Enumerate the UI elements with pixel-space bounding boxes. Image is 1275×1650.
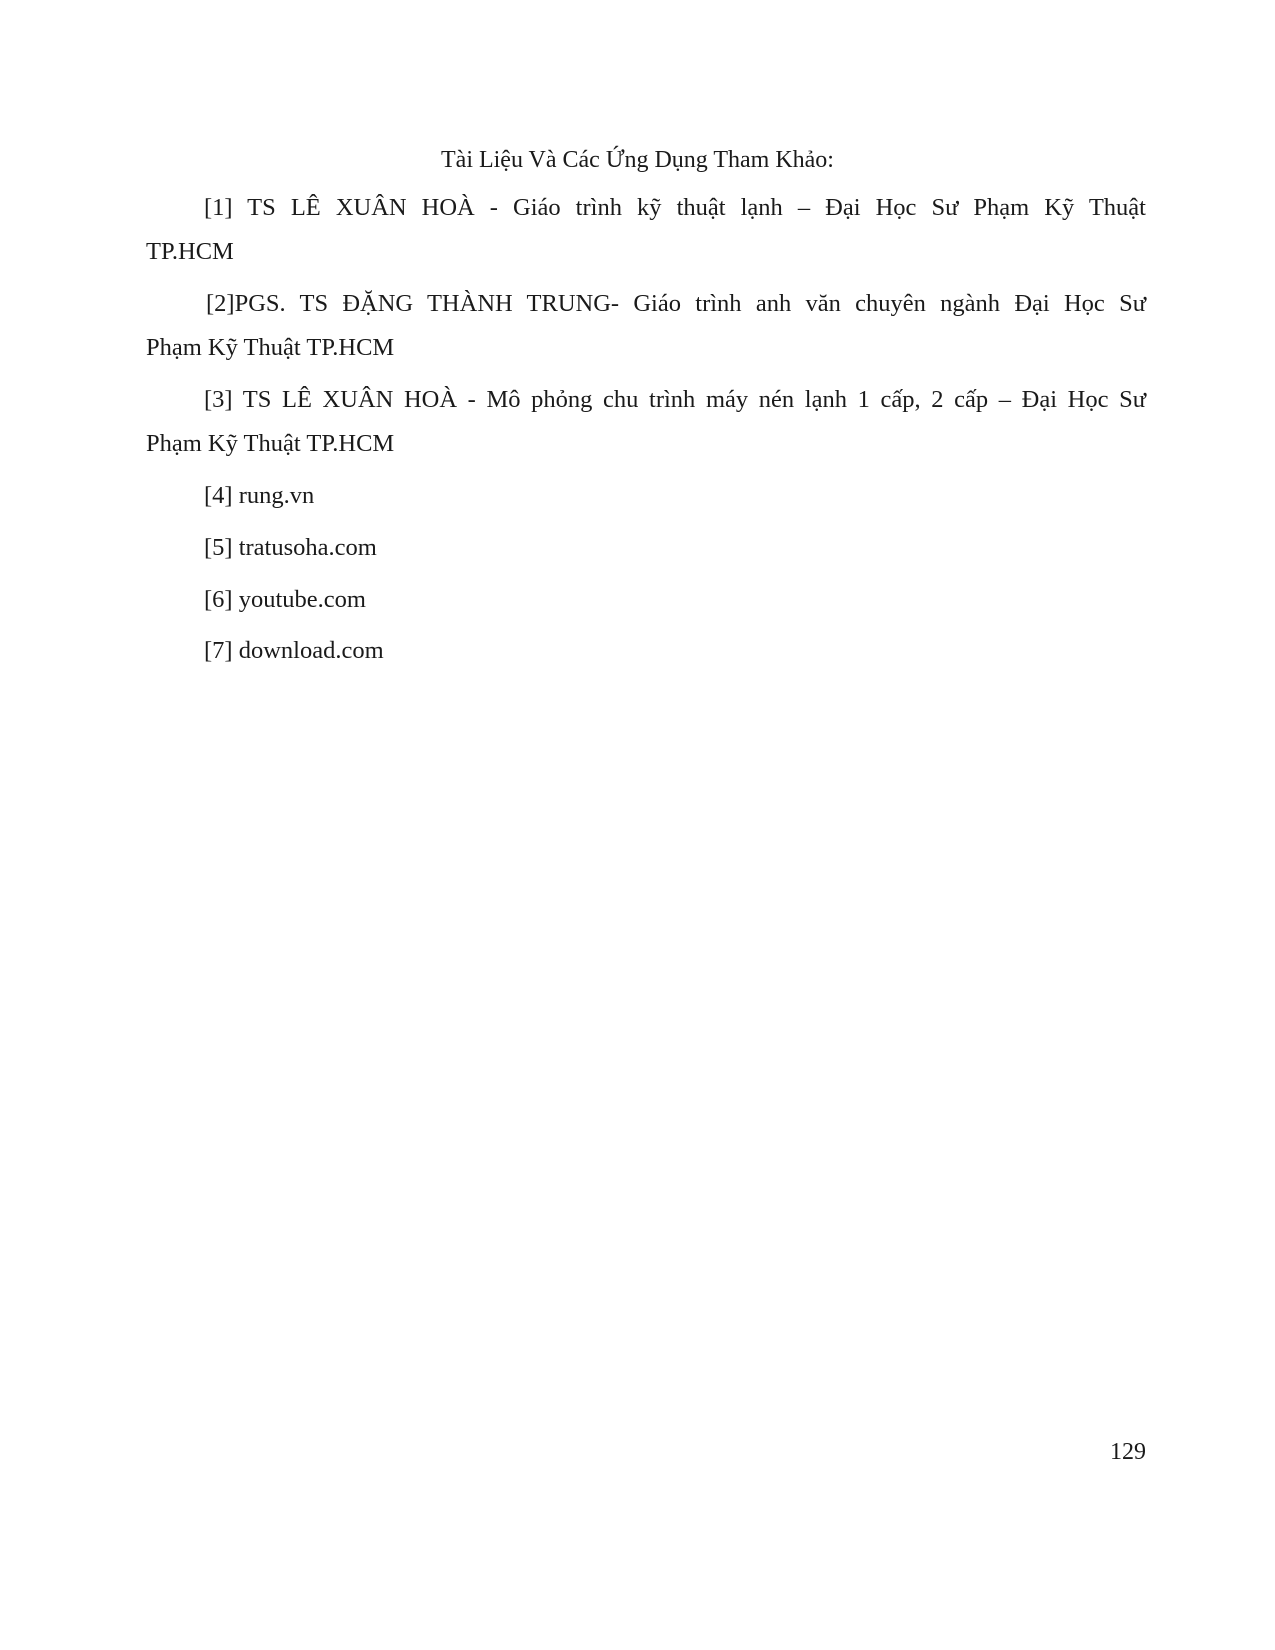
page-number: 129 — [1110, 1439, 1146, 1465]
reference-1-line-2: TP.HCM — [146, 238, 234, 265]
reference-item-1 — [146, 186, 1146, 274]
references-heading: Tài Liệu Và Các Ứng Dụng Tham Khảo: — [441, 147, 834, 173]
reference-3-line-2: Phạm Kỹ Thuật TP.HCM — [146, 430, 395, 457]
reference-link-6: [6] youtube.com — [204, 586, 366, 613]
reference-item-3 — [146, 378, 1146, 466]
reference-link-7: [7] download.com — [204, 637, 384, 664]
reference-link-5: [5] tratusoha.com — [204, 534, 377, 561]
reference-2-line-2: Phạm Kỹ Thuật TP.HCM — [146, 334, 395, 361]
reference-link-4: [4] rung.vn — [204, 482, 315, 509]
reference-3-line-1: [3] TS LÊ XUÂN HOÀ - Mô phỏng chu trình máy nén lạnh 1 cấp, 2 cấp – Đại Học Sư — [204, 386, 1146, 413]
reference-2-line-1: [2]PGS. TS ĐẶNG THÀNH TRUNG- Giáo trình anh văn chuyên ngành Đại Học Sư — [206, 290, 1146, 317]
reference-1-line-1: [1] TS LÊ XUÂN HOÀ - Giáo trình kỹ thuật lạnh – Đại Học Sư Phạm Kỹ Thuật — [204, 194, 1146, 221]
reference-item-2 — [146, 282, 1146, 370]
